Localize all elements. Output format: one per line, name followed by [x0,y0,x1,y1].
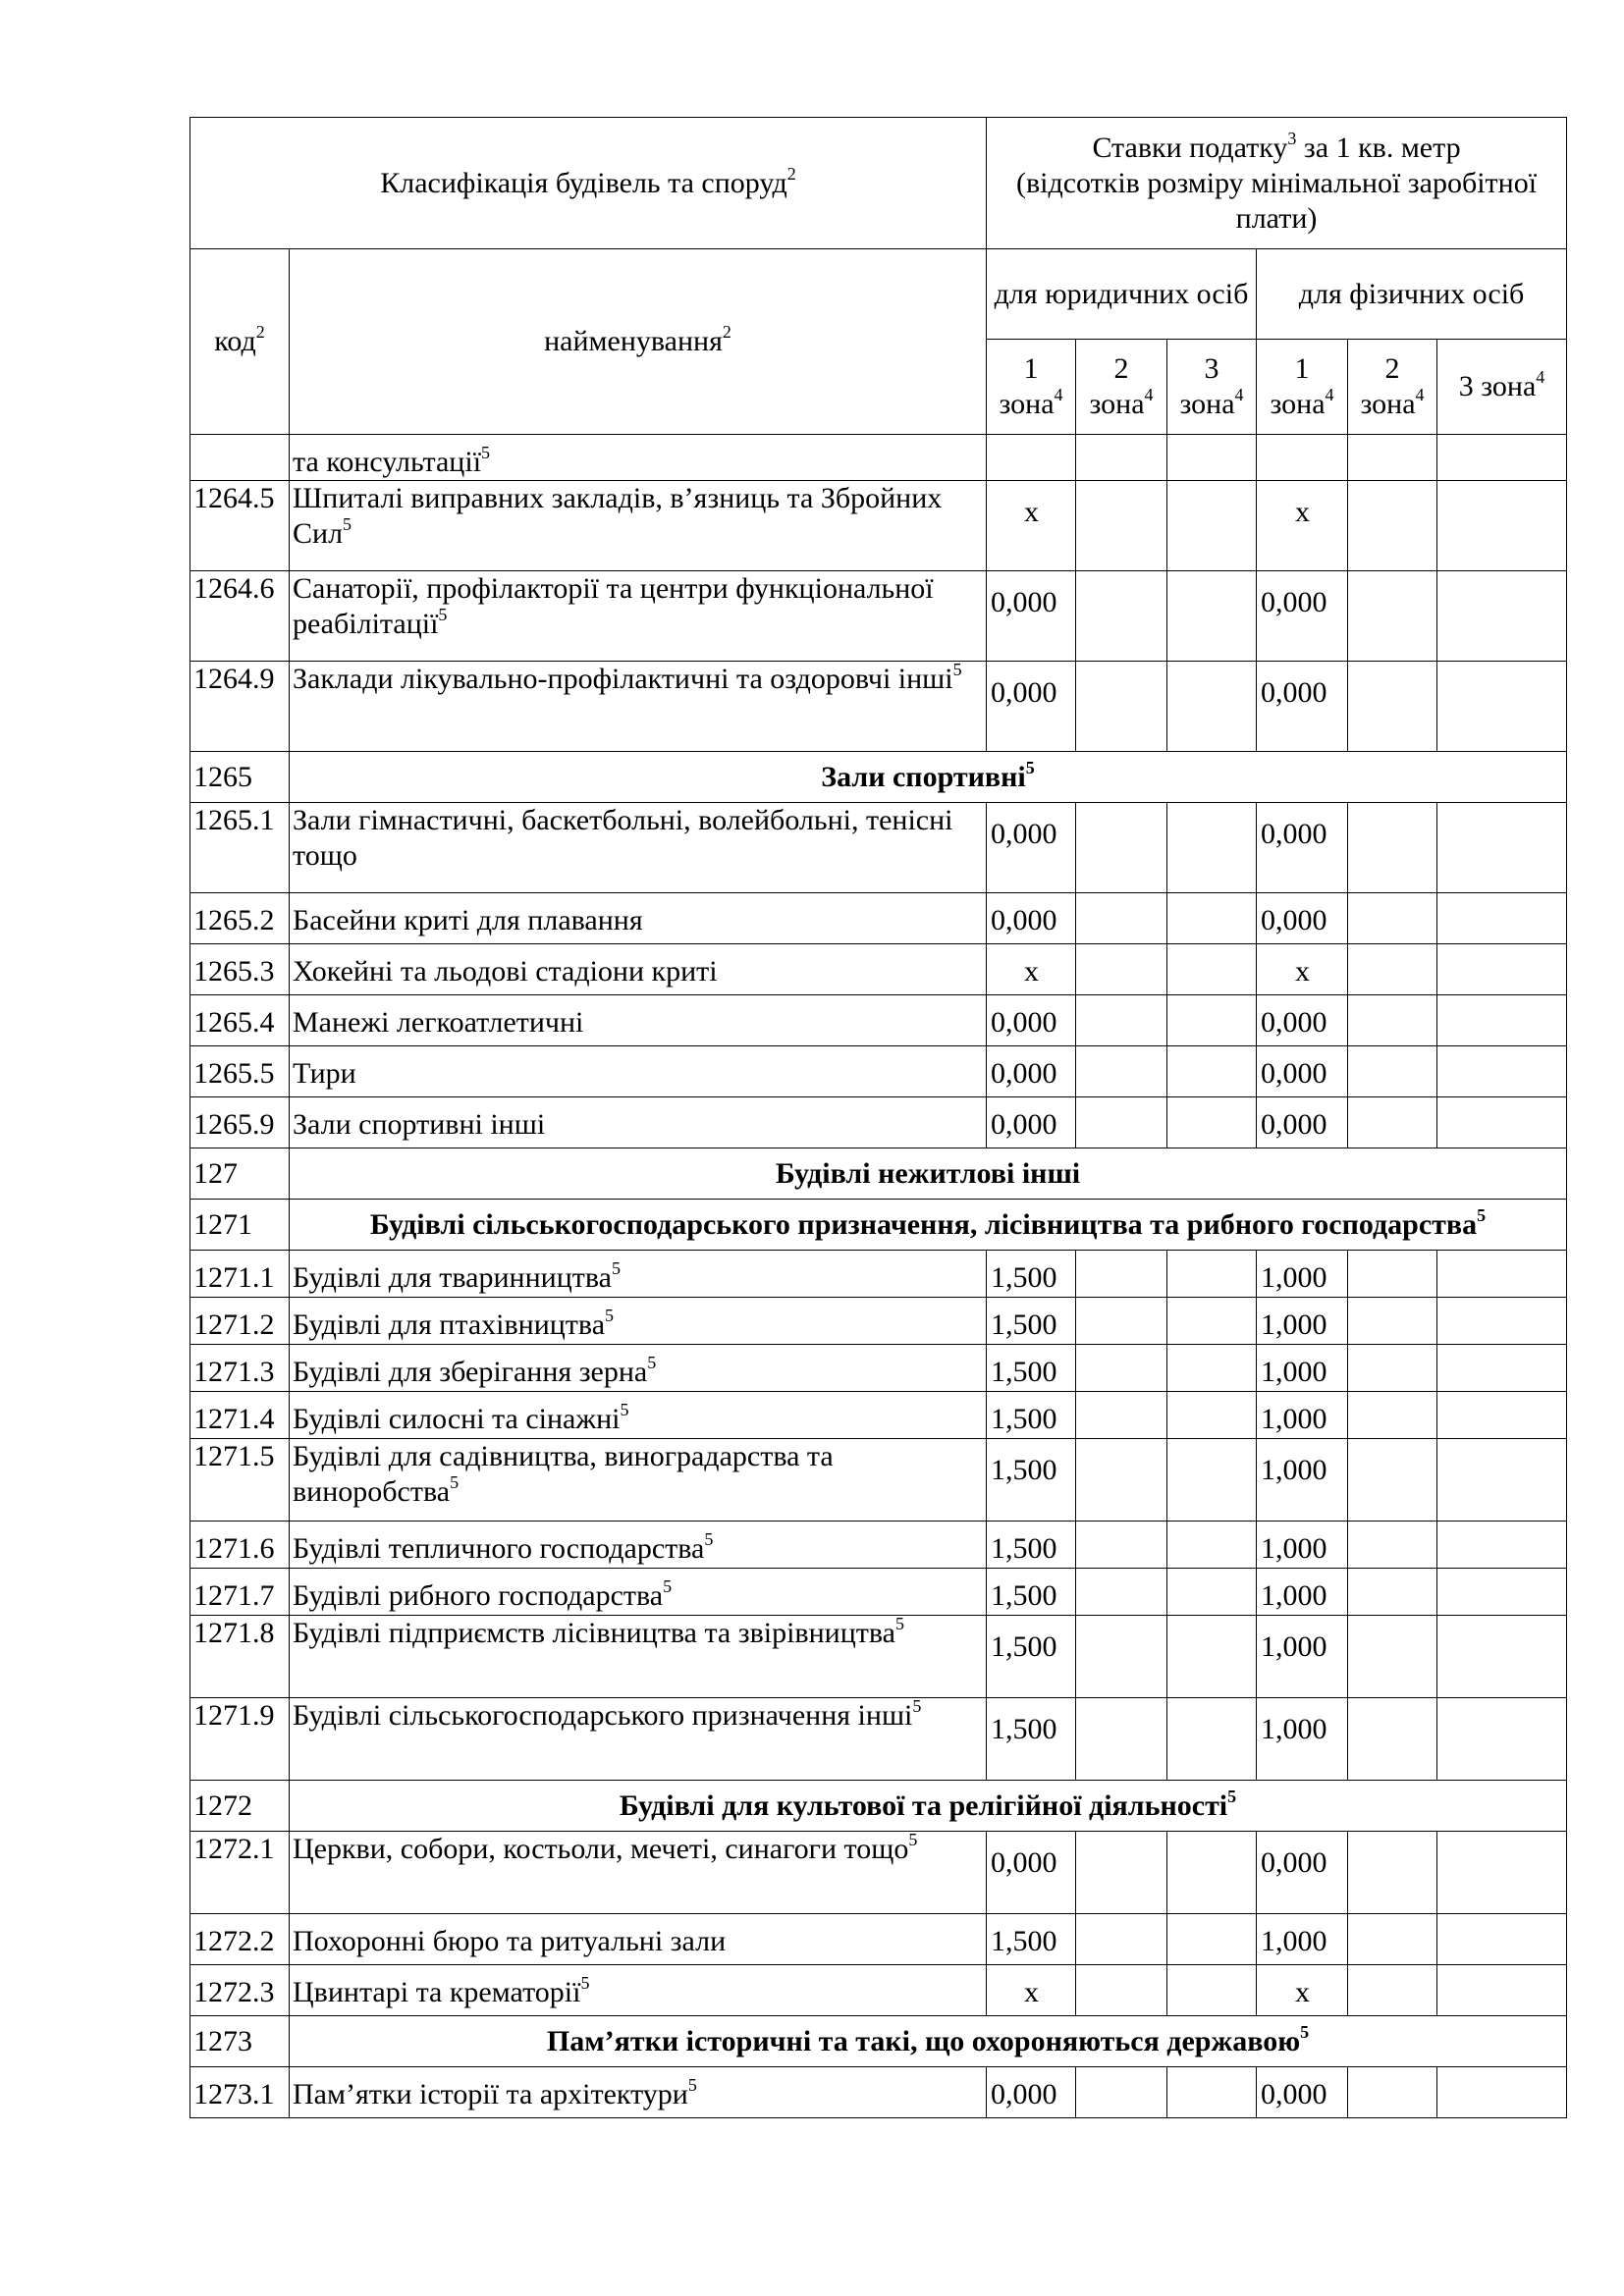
table-row [190,1914,1567,1965]
individual-zone-3-rate [1437,803,1567,893]
row-name [290,1251,987,1298]
legal-zone-3-rate [1167,1832,1257,1914]
individual-zone-3-header: 3 зона$^4$ [1437,340,1567,435]
legal-zone-3-rate [1167,571,1257,662]
legal-zone-3-rate [1167,1345,1257,1392]
legal-zone-1-rate: 1,500 [987,1439,1076,1522]
individual-zone-2-rate [1348,481,1437,571]
individual-zone-3-rate [1437,1097,1567,1148]
row-name-text: Будівлі для зберігання зерна [293,1356,648,1388]
individual-zone-3-rate [1437,1832,1567,1914]
rates-header: Ставки податку$^3$ за 1 кв. метр (відсотків розміру мінімальної заробітної плати) [987,118,1567,249]
legal-zone-3-rate [1167,944,1257,995]
row-name-text: Будівлі рибного господарства [293,1579,664,1612]
row-code: 1265.1 [190,803,290,893]
legal-zone-2-rate [1076,1616,1167,1698]
row-name [290,893,987,944]
section-code: 1271 [190,1200,290,1251]
legal-zone-1-rate: 0,000 [987,1097,1076,1148]
section-title [290,2016,1567,2067]
individual-zone-2-rate [1348,1569,1437,1616]
row-name-text: Заклади лікувально-профілактичні та оздоровчі інші [293,663,953,695]
row-code: 1271.1 [190,1251,290,1298]
legal-zone-3-rate [1167,1914,1257,1965]
individual-zone-2-rate [1348,1439,1437,1522]
row-name [290,995,987,1046]
section-title-text: Будівлі сільськогосподарського призначення, лісівництва та рибного господарства [369,1207,1478,1241]
legal-zone-2-rate [1076,1392,1167,1439]
individual-zone-2-rate [1348,1914,1437,1965]
section-row [190,752,1567,803]
individual-zone-3-rate [1437,1616,1567,1698]
individual-zone-2-rate [1348,1392,1437,1439]
row-name-text: Тири [293,1057,356,1090]
individual-zone-1-rate: 0,000 [1257,803,1348,893]
row-name [290,1965,987,2016]
legal-zone-2-rate [1076,1522,1167,1569]
individual-zone-2-rate [1348,2067,1437,2118]
row-name-text: Зали спортивні інші [293,1108,546,1141]
row-name [290,1392,987,1439]
footnote-mark: 5 [481,443,491,462]
row-code: 1271.7 [190,1569,290,1616]
individuals-header: для фізичних осіб [1257,249,1567,340]
section-code: 1265 [190,752,290,803]
row-code: 1265.9 [190,1097,290,1148]
row-code: 1273.1 [190,2067,290,2118]
section-row [190,1781,1567,1832]
individual-zone-1-rate: 1,000 [1257,1392,1348,1439]
legal-zone-2-rate [1076,944,1167,995]
individual-zone-1-rate: 0,000 [1257,1046,1348,1097]
section-title [290,1148,1567,1200]
row-name-text: Пам’ятки історії та архітектури [293,2078,688,2110]
row-name [290,1832,987,1914]
row-name [290,435,987,481]
legal-entities-header: для юридичних осіб [987,249,1257,340]
individual-zone-3-rate [1437,1345,1567,1392]
row-name-text: Похоронні бюро та ритуальні зали [293,1925,727,1957]
individual-zone-3-rate [1437,1698,1567,1781]
footnote-mark: 5 [605,1306,615,1325]
footnote-mark: 5 [704,1529,714,1549]
legal-zone-2-rate [1076,1046,1167,1097]
individual-zone-3-rate [1437,1046,1567,1097]
legal-zone-3-rate [1167,1522,1257,1569]
individual-zone-2-rate [1348,1251,1437,1298]
table-row [190,1832,1567,1914]
individual-zone-3-rate [1437,944,1567,995]
row-name-text: Цвинтарі та крематорії [293,1976,581,2008]
row-name-text: Церкви, собори, костьоли, мечеті, синагоги тощо [293,1833,909,1865]
legal-zone-3-rate [1167,893,1257,944]
table-row [190,1046,1567,1097]
legal-zone-1-rate: 1,500 [987,1569,1076,1616]
footnote-mark: 5 [343,514,352,534]
legal-zone-2-rate [1076,1439,1167,1522]
row-name-text: Басейни криті для плавання [293,904,643,936]
table-row [190,803,1567,893]
footnote-mark: 5 [1300,2021,1310,2042]
individual-zone-1-rate: 1,000 [1257,1522,1348,1569]
section-title-text: Зали спортивні [821,760,1026,793]
individual-zone-2-rate [1348,1046,1437,1097]
individual-zone-1-rate: 0,000 [1257,571,1348,662]
footnote-mark: 5 [894,1614,904,1633]
table-row [190,435,1567,481]
legal-zone-1-rate: 0,000 [987,995,1076,1046]
legal-zone-1-rate: 0,000 [987,893,1076,944]
table-header [190,118,1567,435]
legal-zone-2-rate [1076,1965,1167,2016]
individual-zone-2-rate [1348,944,1437,995]
legal-zone-2-rate [1076,1345,1167,1392]
individual-zone-3-rate [1437,1965,1567,2016]
row-code [190,435,290,481]
footnote-mark: 5 [1477,1204,1487,1225]
table-row [190,1698,1567,1781]
row-name [290,662,987,752]
row-name-text: Зали гімнастичні, баскетбольні, волейбольні, тенісні тощо [293,804,953,872]
legal-zone-2-rate [1076,1914,1167,1965]
legal-zone-2-rate [1076,1097,1167,1148]
row-code: 1264.6 [190,571,290,662]
footnote-mark: 5 [908,1830,918,1849]
row-code: 1271.2 [190,1298,290,1345]
legal-zone-2-rate [1076,662,1167,752]
individual-zone-1-rate: 0,000 [1257,1832,1348,1914]
legal-zone-1-rate: 0,000 [987,1046,1076,1097]
row-name [290,2067,987,2118]
tax-rate-table [189,117,1567,2118]
row-name [290,1698,987,1781]
legal-zone-1-rate: 1,500 [987,1914,1076,1965]
individual-zone-3-rate [1437,893,1567,944]
individual-zone-1-rate: 0,000 [1257,2067,1348,2118]
individual-zone-1-rate: 0,000 [1257,893,1348,944]
individual-zone-2-rate [1348,1616,1437,1698]
individual-zone-2-rate [1348,662,1437,752]
footnote-mark: 5 [687,2075,697,2095]
row-name-text: та консультації [293,446,482,478]
row-code: 1272.2 [190,1914,290,1965]
footnote-mark: 5 [952,660,962,679]
individual-zone-1-rate [1257,435,1348,481]
legal-zone-2-rate [1076,1698,1167,1781]
row-name-text: Будівлі для тваринництва [293,1261,612,1294]
tax-rate-table-page [189,117,1566,2118]
legal-zone-2-rate [1076,571,1167,662]
code-header: код$^2$ [190,249,290,435]
legal-zone-1-rate: x [987,1965,1076,2016]
row-name [290,1097,987,1148]
table-row [190,1298,1567,1345]
table-row [190,481,1567,571]
legal-zone-1-rate: 1,500 [987,1251,1076,1298]
table-row [190,1251,1567,1298]
legal-zone-3-rate [1167,1097,1257,1148]
individual-zone-3-rate [1437,1251,1567,1298]
legal-zone-3-header: 3 зона$^4$ [1167,340,1257,435]
individual-zone-2-rate [1348,1965,1437,2016]
footnote-mark: 5 [1227,1786,1237,1806]
table-row [190,1345,1567,1392]
legal-zone-2-rate [1076,1251,1167,1298]
legal-zone-1-rate: 1,500 [987,1345,1076,1392]
section-title [290,752,1567,803]
legal-zone-1-rate: x [987,481,1076,571]
individual-zone-1-rate: x [1257,1965,1348,2016]
row-name-text: Будівлі сільськогосподарського призначення інші [293,1699,913,1732]
row-name-text: Будівлі підприємств лісівництва та звірівництва [293,1617,895,1649]
legal-zone-1-rate: 0,000 [987,1832,1076,1914]
name-header: найменування$^2$ [290,249,987,435]
row-code: 1271.4 [190,1392,290,1439]
individual-zone-2-rate [1348,1097,1437,1148]
legal-zone-2-rate [1076,893,1167,944]
legal-zone-3-rate [1167,1439,1257,1522]
individual-zone-1-rate: 0,000 [1257,1097,1348,1148]
row-name [290,571,987,662]
row-name [290,1616,987,1698]
row-code: 1271.9 [190,1698,290,1781]
individual-zone-1-rate: 1,000 [1257,1439,1348,1522]
legal-zone-3-rate [1167,803,1257,893]
legal-zone-2-rate [1076,1832,1167,1914]
section-row [190,1200,1567,1251]
table-row [190,1569,1567,1616]
legal-zone-1-rate: 1,500 [987,1298,1076,1345]
legal-zone-1-rate: x [987,944,1076,995]
legal-zone-3-rate [1167,662,1257,752]
individual-zone-3-rate [1437,1522,1567,1569]
legal-zone-3-rate [1167,1298,1257,1345]
individual-zone-2-rate [1348,435,1437,481]
classification-header: Класифікація будівель та споруд$^2$ [190,118,987,249]
individual-zone-1-rate: x [1257,481,1348,571]
row-name-text: Будівлі тепличного господарства [293,1532,705,1565]
individual-zone-1-rate: 1,000 [1257,1616,1348,1698]
row-name [290,1298,987,1345]
row-name [290,1439,987,1522]
individual-zone-2-rate [1348,1345,1437,1392]
table-row [190,944,1567,995]
row-name-text: Санаторії, профілакторії та центри функціональної реабілітації [293,572,934,640]
legal-zone-2-rate [1076,481,1167,571]
individual-zone-2-rate [1348,995,1437,1046]
footnote-mark: 5 [611,1258,621,1278]
individual-zone-3-rate [1437,571,1567,662]
footnote-mark: 5 [450,1472,460,1492]
individual-zone-1-rate: 1,000 [1257,1914,1348,1965]
table-row [190,1522,1567,1569]
footnote-mark: 5 [580,1973,590,1993]
row-name [290,481,987,571]
row-name-text: Хокейні та льодові стадіони криті [293,955,718,988]
footnote-mark: 5 [620,1400,629,1419]
row-code: 1265.2 [190,893,290,944]
legal-zone-1-rate: 0,000 [987,662,1076,752]
row-name-text: Шпиталі виправних закладів, в’язниць та Збройних Сил [293,482,943,550]
individual-zone-2-header: 2 зона$^4$ [1348,340,1437,435]
section-title [290,1781,1567,1832]
individual-zone-3-rate [1437,1914,1567,1965]
legal-zone-1-rate: 1,500 [987,1698,1076,1781]
individual-zone-2-rate [1348,893,1437,944]
footnote-mark: 5 [912,1696,922,1716]
row-name-text: Манежі легкоатлетичні [293,1006,584,1039]
legal-zone-1-header: 1 зона$^4$ [987,340,1076,435]
section-title-text: Будівлі для культової та релігійної діяльності [619,1789,1228,1822]
individual-zone-2-rate [1348,1832,1437,1914]
individual-zone-2-rate [1348,1298,1437,1345]
row-code: 1271.3 [190,1345,290,1392]
individual-zone-3-rate [1437,1392,1567,1439]
row-name [290,1569,987,1616]
table-body [190,435,1567,2118]
legal-zone-2-rate [1076,995,1167,1046]
individual-zone-2-rate [1348,1698,1437,1781]
row-name-text: Будівлі силосні та сінажні [293,1403,621,1435]
row-code: 1271.8 [190,1616,290,1698]
individual-zone-1-rate: 1,000 [1257,1251,1348,1298]
row-code: 1264.5 [190,481,290,571]
legal-zone-3-rate [1167,2067,1257,2118]
table-row [190,893,1567,944]
section-row [190,1148,1567,1200]
legal-zone-1-rate: 0,000 [987,803,1076,893]
individual-zone-3-rate [1437,1439,1567,1522]
individual-zone-3-rate [1437,2067,1567,2118]
individual-zone-3-rate [1437,662,1567,752]
individual-zone-2-rate [1348,1522,1437,1569]
section-code: 1273 [190,2016,290,2067]
legal-zone-1-rate: 1,500 [987,1392,1076,1439]
table-row [190,1965,1567,2016]
individual-zone-1-rate: 1,000 [1257,1298,1348,1345]
individual-zone-2-rate [1348,571,1437,662]
footnote-mark: 5 [663,1576,673,1596]
individual-zone-3-rate [1437,995,1567,1046]
legal-zone-1-rate: 0,000 [987,571,1076,662]
table-row [190,662,1567,752]
table-row [190,2067,1567,2118]
legal-zone-2-header: 2 зона$^4$ [1076,340,1167,435]
individual-zone-3-rate [1437,481,1567,571]
row-name [290,944,987,995]
individual-zone-1-rate: 1,000 [1257,1345,1348,1392]
row-code: 1271.6 [190,1522,290,1569]
row-name [290,1345,987,1392]
section-row [190,2016,1567,2067]
table-row [190,1392,1567,1439]
legal-zone-3-rate [1167,1046,1257,1097]
row-code: 1272.3 [190,1965,290,2016]
legal-zone-1-rate: 0,000 [987,2067,1076,2118]
legal-zone-3-rate [1167,1616,1257,1698]
row-code: 1271.5 [190,1439,290,1522]
legal-zone-3-rate [1167,995,1257,1046]
individual-zone-1-rate: 1,000 [1257,1698,1348,1781]
row-code: 1264.9 [190,662,290,752]
section-title-text: Пам’ятки історичні та такі, що охороняються державою [546,2024,1301,2057]
legal-zone-3-rate [1167,481,1257,571]
row-code: 1265.4 [190,995,290,1046]
footnote-mark: 5 [647,1353,657,1372]
legal-zone-2-rate [1076,803,1167,893]
row-name [290,1914,987,1965]
individual-zone-2-rate [1348,803,1437,893]
legal-zone-2-rate [1076,2067,1167,2118]
legal-zone-3-rate [1167,1251,1257,1298]
row-name-text: Будівлі для птахівництва [293,1308,606,1341]
legal-zone-1-rate [987,435,1076,481]
section-code: 127 [190,1148,290,1200]
legal-zone-3-rate [1167,1698,1257,1781]
individual-zone-1-rate: 0,000 [1257,662,1348,752]
row-code: 1265.3 [190,944,290,995]
section-title-text: Будівлі нежитлові інші [775,1156,1081,1190]
section-code: 1272 [190,1781,290,1832]
row-name [290,1046,987,1097]
legal-zone-2-rate [1076,435,1167,481]
legal-zone-3-rate [1167,435,1257,481]
section-title [290,1200,1567,1251]
legal-zone-1-rate: 1,500 [987,1522,1076,1569]
individual-zone-3-rate [1437,1569,1567,1616]
individual-zone-1-header: 1 зона$^4$ [1257,340,1348,435]
legal-zone-3-rate [1167,1569,1257,1616]
individual-zone-1-rate: 1,000 [1257,1569,1348,1616]
legal-zone-2-rate [1076,1569,1167,1616]
row-code: 1272.1 [190,1832,290,1914]
individual-zone-1-rate: 0,000 [1257,995,1348,1046]
individual-zone-3-rate [1437,1298,1567,1345]
legal-zone-2-rate [1076,1298,1167,1345]
legal-zone-3-rate [1167,1965,1257,2016]
table-row [190,1439,1567,1522]
table-row [190,1616,1567,1698]
legal-zone-3-rate [1167,1392,1257,1439]
legal-zone-1-rate: 1,500 [987,1616,1076,1698]
table-row [190,571,1567,662]
individual-zone-1-rate: x [1257,944,1348,995]
footnote-mark: 5 [1025,757,1035,777]
row-name-text: Будівлі для садівництва, виноградарства та виноробства [293,1440,834,1508]
individual-zone-3-rate [1437,435,1567,481]
footnote-mark: 5 [438,605,448,624]
row-code: 1265.5 [190,1046,290,1097]
table-row [190,995,1567,1046]
row-name [290,1522,987,1569]
row-name [290,803,987,893]
table-row [190,1097,1567,1148]
